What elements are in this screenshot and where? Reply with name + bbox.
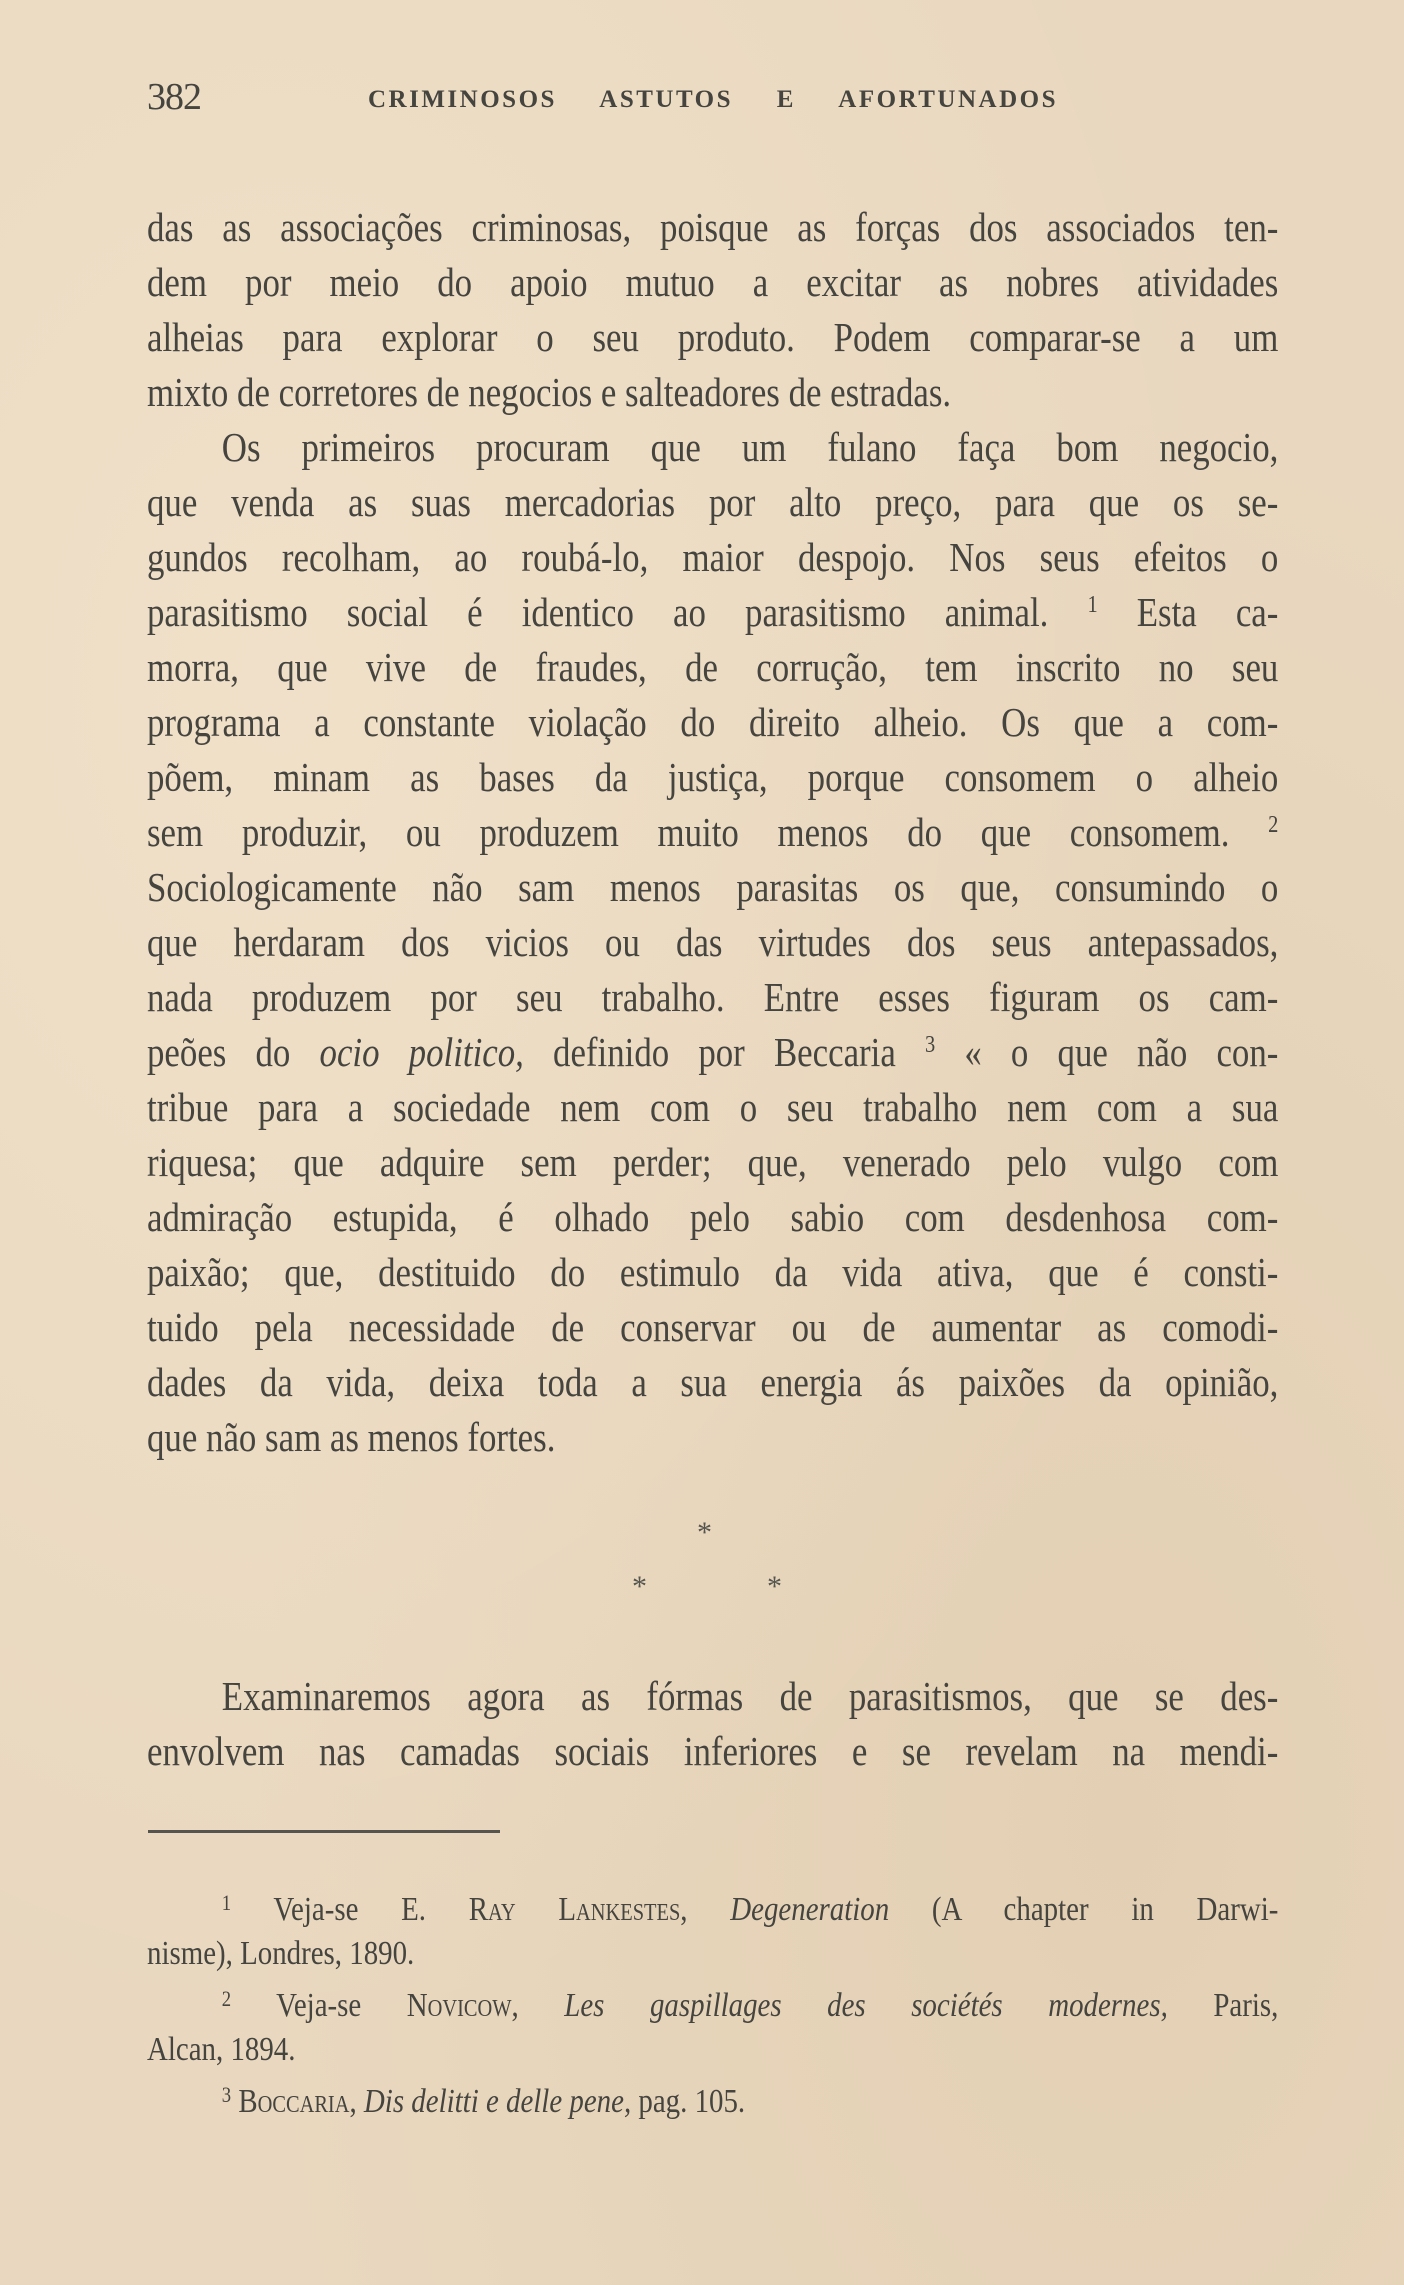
closing-paragraph bbox=[147, 1669, 1278, 1779]
running-title-text: CRIMINOSOS ASTUTOS E AFORTUNADOS bbox=[368, 86, 1058, 113]
book-title: Degeneration bbox=[730, 1891, 890, 1928]
text-line: mixto de corretores de negocios e salteadores de estradas. bbox=[147, 369, 952, 415]
asterism-star: * bbox=[632, 1570, 647, 1603]
running-title bbox=[368, 80, 1058, 120]
text-segment: (A chapter in Darwi- bbox=[931, 1891, 1279, 1928]
footnote-marker: 2 bbox=[221, 1986, 232, 2011]
text-line: Sociologicamente não sam menos parasitas os que, consumindo o bbox=[147, 864, 1279, 910]
author-name: Novicow, bbox=[406, 1987, 519, 2024]
text-line: paixão; que, destituido do estimulo da vida ativa, que é consti- bbox=[147, 1249, 1279, 1295]
footnote-ref-2[interactable]: 2 bbox=[1268, 812, 1279, 838]
page-number: 382 bbox=[147, 76, 201, 118]
text-line: das as associações criminosas, poisque as forças dos associados ten- bbox=[147, 204, 1279, 250]
text-segment: « o que não con- bbox=[964, 1029, 1279, 1075]
text-segment: peões do bbox=[147, 1029, 291, 1075]
author-name: Ray Lankestes, bbox=[468, 1891, 688, 1928]
text-segment: Veja-se E. bbox=[273, 1891, 427, 1928]
footnote-2 bbox=[147, 1984, 1278, 2028]
text-line: põem, minam as bases da justiça, porque consomem o alheio bbox=[147, 754, 1279, 800]
text-segment: definido por Beccaria bbox=[553, 1029, 896, 1075]
footnote-1 bbox=[147, 1888, 1278, 1932]
footnote-marker: 1 bbox=[221, 1890, 232, 1915]
book-title: Dis delitti e delle pene, bbox=[363, 2083, 632, 2120]
text-line: nada produzem por seu trabalho. Entre esses figuram os cam- bbox=[147, 974, 1279, 1020]
text-segment: Esta ca- bbox=[1136, 589, 1279, 635]
text-line: que venda as suas mercadorias por alto preço, para que os se- bbox=[147, 479, 1279, 525]
text-segment: sem produzir, ou produzem muito menos do que consomem. bbox=[147, 809, 1230, 855]
text-line: programa a constante violação do direito alheio. Os que a com- bbox=[147, 699, 1279, 745]
footnote-1-cont: nisme), Londres, 1890. bbox=[147, 1935, 415, 1972]
text-line: Os primeiros procuram que um fulano faça bom negocio, bbox=[221, 424, 1279, 470]
italic-phrase: ocio politico, bbox=[319, 1029, 524, 1075]
author-name: Boccaria, bbox=[238, 2083, 357, 2120]
text-line bbox=[147, 585, 1278, 640]
book-title: Les gaspillages des sociétés modernes, bbox=[564, 1987, 1168, 2024]
text-segment: parasitismo social é identico ao parasitismo animal. bbox=[147, 589, 1049, 635]
footnote-3 bbox=[147, 2080, 1278, 2124]
asterism-star: * bbox=[767, 1570, 782, 1603]
text-line: dades da vida, deixa toda a sua energia ás paixões da opinião, bbox=[147, 1359, 1279, 1405]
text-line: gundos recolham, ao roubá-lo, maior despojo. Nos seus efeitos o bbox=[147, 534, 1279, 580]
text-line: que herdaram dos vicios ou das virtudes dos seus antepassados, bbox=[147, 919, 1279, 965]
text-line: que não sam as menos fortes. bbox=[147, 1414, 556, 1460]
footnote-marker: 3 bbox=[221, 2082, 232, 2107]
text-line: alheias para explorar o seu produto. Podem comparar-se a um bbox=[147, 314, 1279, 360]
text-line: riquesa; que adquire sem perder; que, venerado pelo vulgo com bbox=[147, 1139, 1279, 1185]
text-line: Examinaremos agora as fórmas de parasitismos, que se des- bbox=[221, 1673, 1279, 1719]
footnote-ref-3[interactable]: 3 bbox=[924, 1032, 936, 1058]
text-line: envolvem nas camadas sociais inferiores e se revelam na mendi- bbox=[147, 1728, 1279, 1774]
text-line: admiração estupida, é olhado pelo sabio com desdenhosa com- bbox=[147, 1194, 1279, 1240]
footnote-ref-1[interactable]: 1 bbox=[1087, 592, 1098, 618]
text-line: tuido pela necessidade de conservar ou de aumentar as comodi- bbox=[147, 1304, 1279, 1350]
text-line: morra, que vive de fraudes, de corrução, tem inscrito no seu bbox=[147, 644, 1279, 690]
text-segment: Paris, bbox=[1213, 1987, 1279, 2024]
asterism-star: * bbox=[697, 1516, 712, 1549]
footnotes bbox=[147, 1888, 1278, 2124]
text-line bbox=[147, 1025, 1278, 1080]
text-line bbox=[147, 805, 1278, 860]
footnote-2-cont: Alcan, 1894. bbox=[147, 2031, 296, 2068]
text-line: dem por meio do apoio mutuo a excitar as nobres atividades bbox=[147, 259, 1279, 305]
text-segment: Veja-se bbox=[276, 1987, 362, 2024]
footnote-separator bbox=[148, 1830, 500, 1833]
text-segment: pag. 105. bbox=[638, 2083, 746, 2120]
main-text bbox=[147, 200, 1278, 1465]
text-line: tribue para a sociedade nem com o seu trabalho nem com a sua bbox=[147, 1084, 1279, 1130]
